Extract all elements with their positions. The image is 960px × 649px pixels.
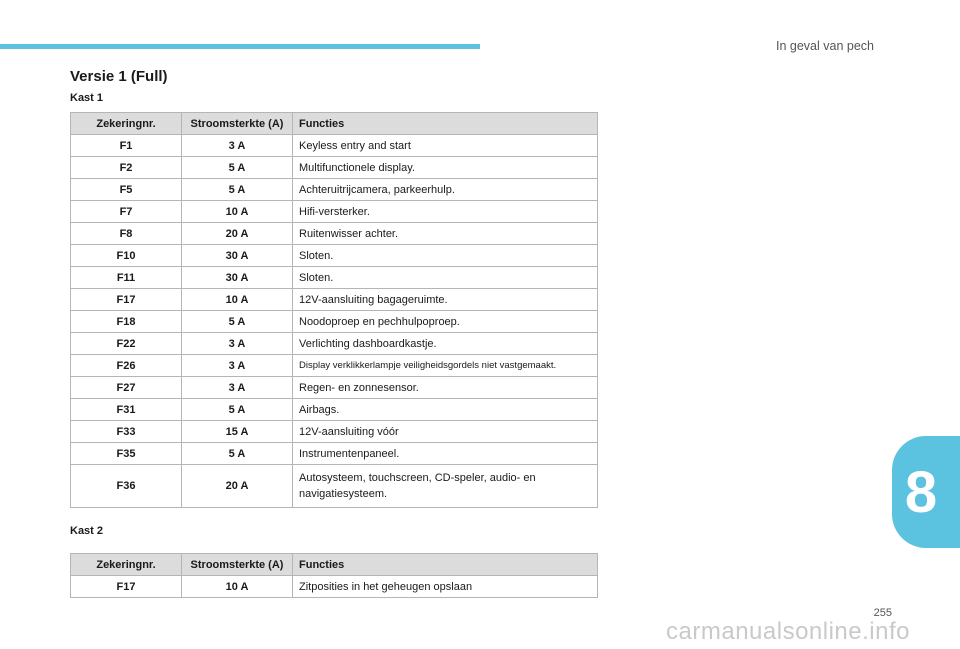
fuse-function: Noodoproep en pechhulpoproep. [293,311,598,333]
fuse-amperage: 10 A [182,201,293,223]
table-row [71,465,598,508]
column-header-fuse: Zekeringnr. [71,113,182,135]
column-header-functions: Functies [293,113,598,135]
fuse-number: F33 [71,421,182,443]
fuse-function: Display verklikkerlampje veiligheidsgordels niet vastgemaakt. [293,355,598,377]
table-header-row [71,554,598,576]
fuse-number: F8 [71,223,182,245]
fuse-function: 12V-aansluiting vóór [293,421,598,443]
kast2-label: Kast 2 [70,525,104,537]
fuse-amperage: 5 A [182,157,293,179]
fuse-amperage: 3 A [182,135,293,157]
fuse-amperage: 5 A [182,311,293,333]
table-row [71,157,598,179]
chapter-title: In geval van pech [776,39,874,53]
table-row [71,289,598,311]
fuse-amperage: 5 A [182,443,293,465]
fuse-number: F7 [71,201,182,223]
fuse-amperage: 5 A [182,179,293,201]
fuse-function: Zitposities in het geheugen opslaan [293,576,598,598]
fuse-number: F18 [71,311,182,333]
fuse-number: F5 [71,179,182,201]
column-header-amperage: Stroomsterkte (A) [182,113,293,135]
fuse-number: F11 [71,267,182,289]
table-row [71,223,598,245]
table-row [71,201,598,223]
fuse-function: Multifunctionele display. [293,157,598,179]
fuse-number: F1 [71,135,182,157]
column-header-fuse: Zekeringnr. [71,554,182,576]
fuse-amperage: 15 A [182,421,293,443]
fuse-function: Sloten. [293,267,598,289]
fuse-amperage: 20 A [182,223,293,245]
top-accent-bar [0,44,480,49]
kast1-label: Kast 1 [70,92,104,104]
table-row [71,135,598,157]
fuse-amperage: 10 A [182,576,293,598]
fuse-number: F31 [71,399,182,421]
table-header-row [71,113,598,135]
fuse-function: Keyless entry and start [293,135,598,157]
column-header-amperage: Stroomsterkte (A) [182,554,293,576]
fuse-number: F35 [71,443,182,465]
fuse-amperage: 10 A [182,289,293,311]
fuse-function: Sloten. [293,245,598,267]
fuse-amperage: 3 A [182,333,293,355]
fuse-amperage: 5 A [182,399,293,421]
watermark: carmanualsonline.info [666,618,910,645]
fuse-function: 12V-aansluiting bagageruimte. [293,289,598,311]
fuse-function: Regen- en zonnesensor. [293,377,598,399]
fuse-function: Autosysteem, touchscreen, CD-speler, audio- en navigatiesysteem. [293,465,598,508]
fuse-amperage: 30 A [182,267,293,289]
fuse-function: Achteruitrijcamera, parkeerhulp. [293,179,598,201]
kast1-fuse-table [70,112,598,508]
table-row [71,421,598,443]
fuse-function: Instrumentenpaneel. [293,443,598,465]
fuse-number: F36 [71,465,182,508]
table-row [71,399,598,421]
fuse-number: F2 [71,157,182,179]
chapter-tab [892,436,960,548]
fuse-function: Ruitenwisser achter. [293,223,598,245]
page-heading: Versie 1 (Full) [70,68,168,85]
fuse-function: Airbags. [293,399,598,421]
table-row [71,333,598,355]
page-number: 255 [873,607,892,619]
fuse-number: F10 [71,245,182,267]
fuse-number: F22 [71,333,182,355]
kast2-fuse-table [70,553,598,598]
table-row [71,311,598,333]
table-row [71,267,598,289]
fuse-number: F26 [71,355,182,377]
chapter-number: 8 [904,459,938,525]
fuse-number: F17 [71,576,182,598]
fuse-function: Hifi-versterker. [293,201,598,223]
fuse-amperage: 20 A [182,465,293,508]
table-row [71,355,598,377]
fuse-number: F17 [71,289,182,311]
table-row [71,245,598,267]
fuse-number: F27 [71,377,182,399]
table-row [71,377,598,399]
fuse-amperage: 3 A [182,355,293,377]
table-row [71,576,598,598]
fuse-amperage: 30 A [182,245,293,267]
fuse-amperage: 3 A [182,377,293,399]
fuse-function: Verlichting dashboardkastje. [293,333,598,355]
table-row [71,443,598,465]
table-row [71,179,598,201]
column-header-functions: Functies [293,554,598,576]
